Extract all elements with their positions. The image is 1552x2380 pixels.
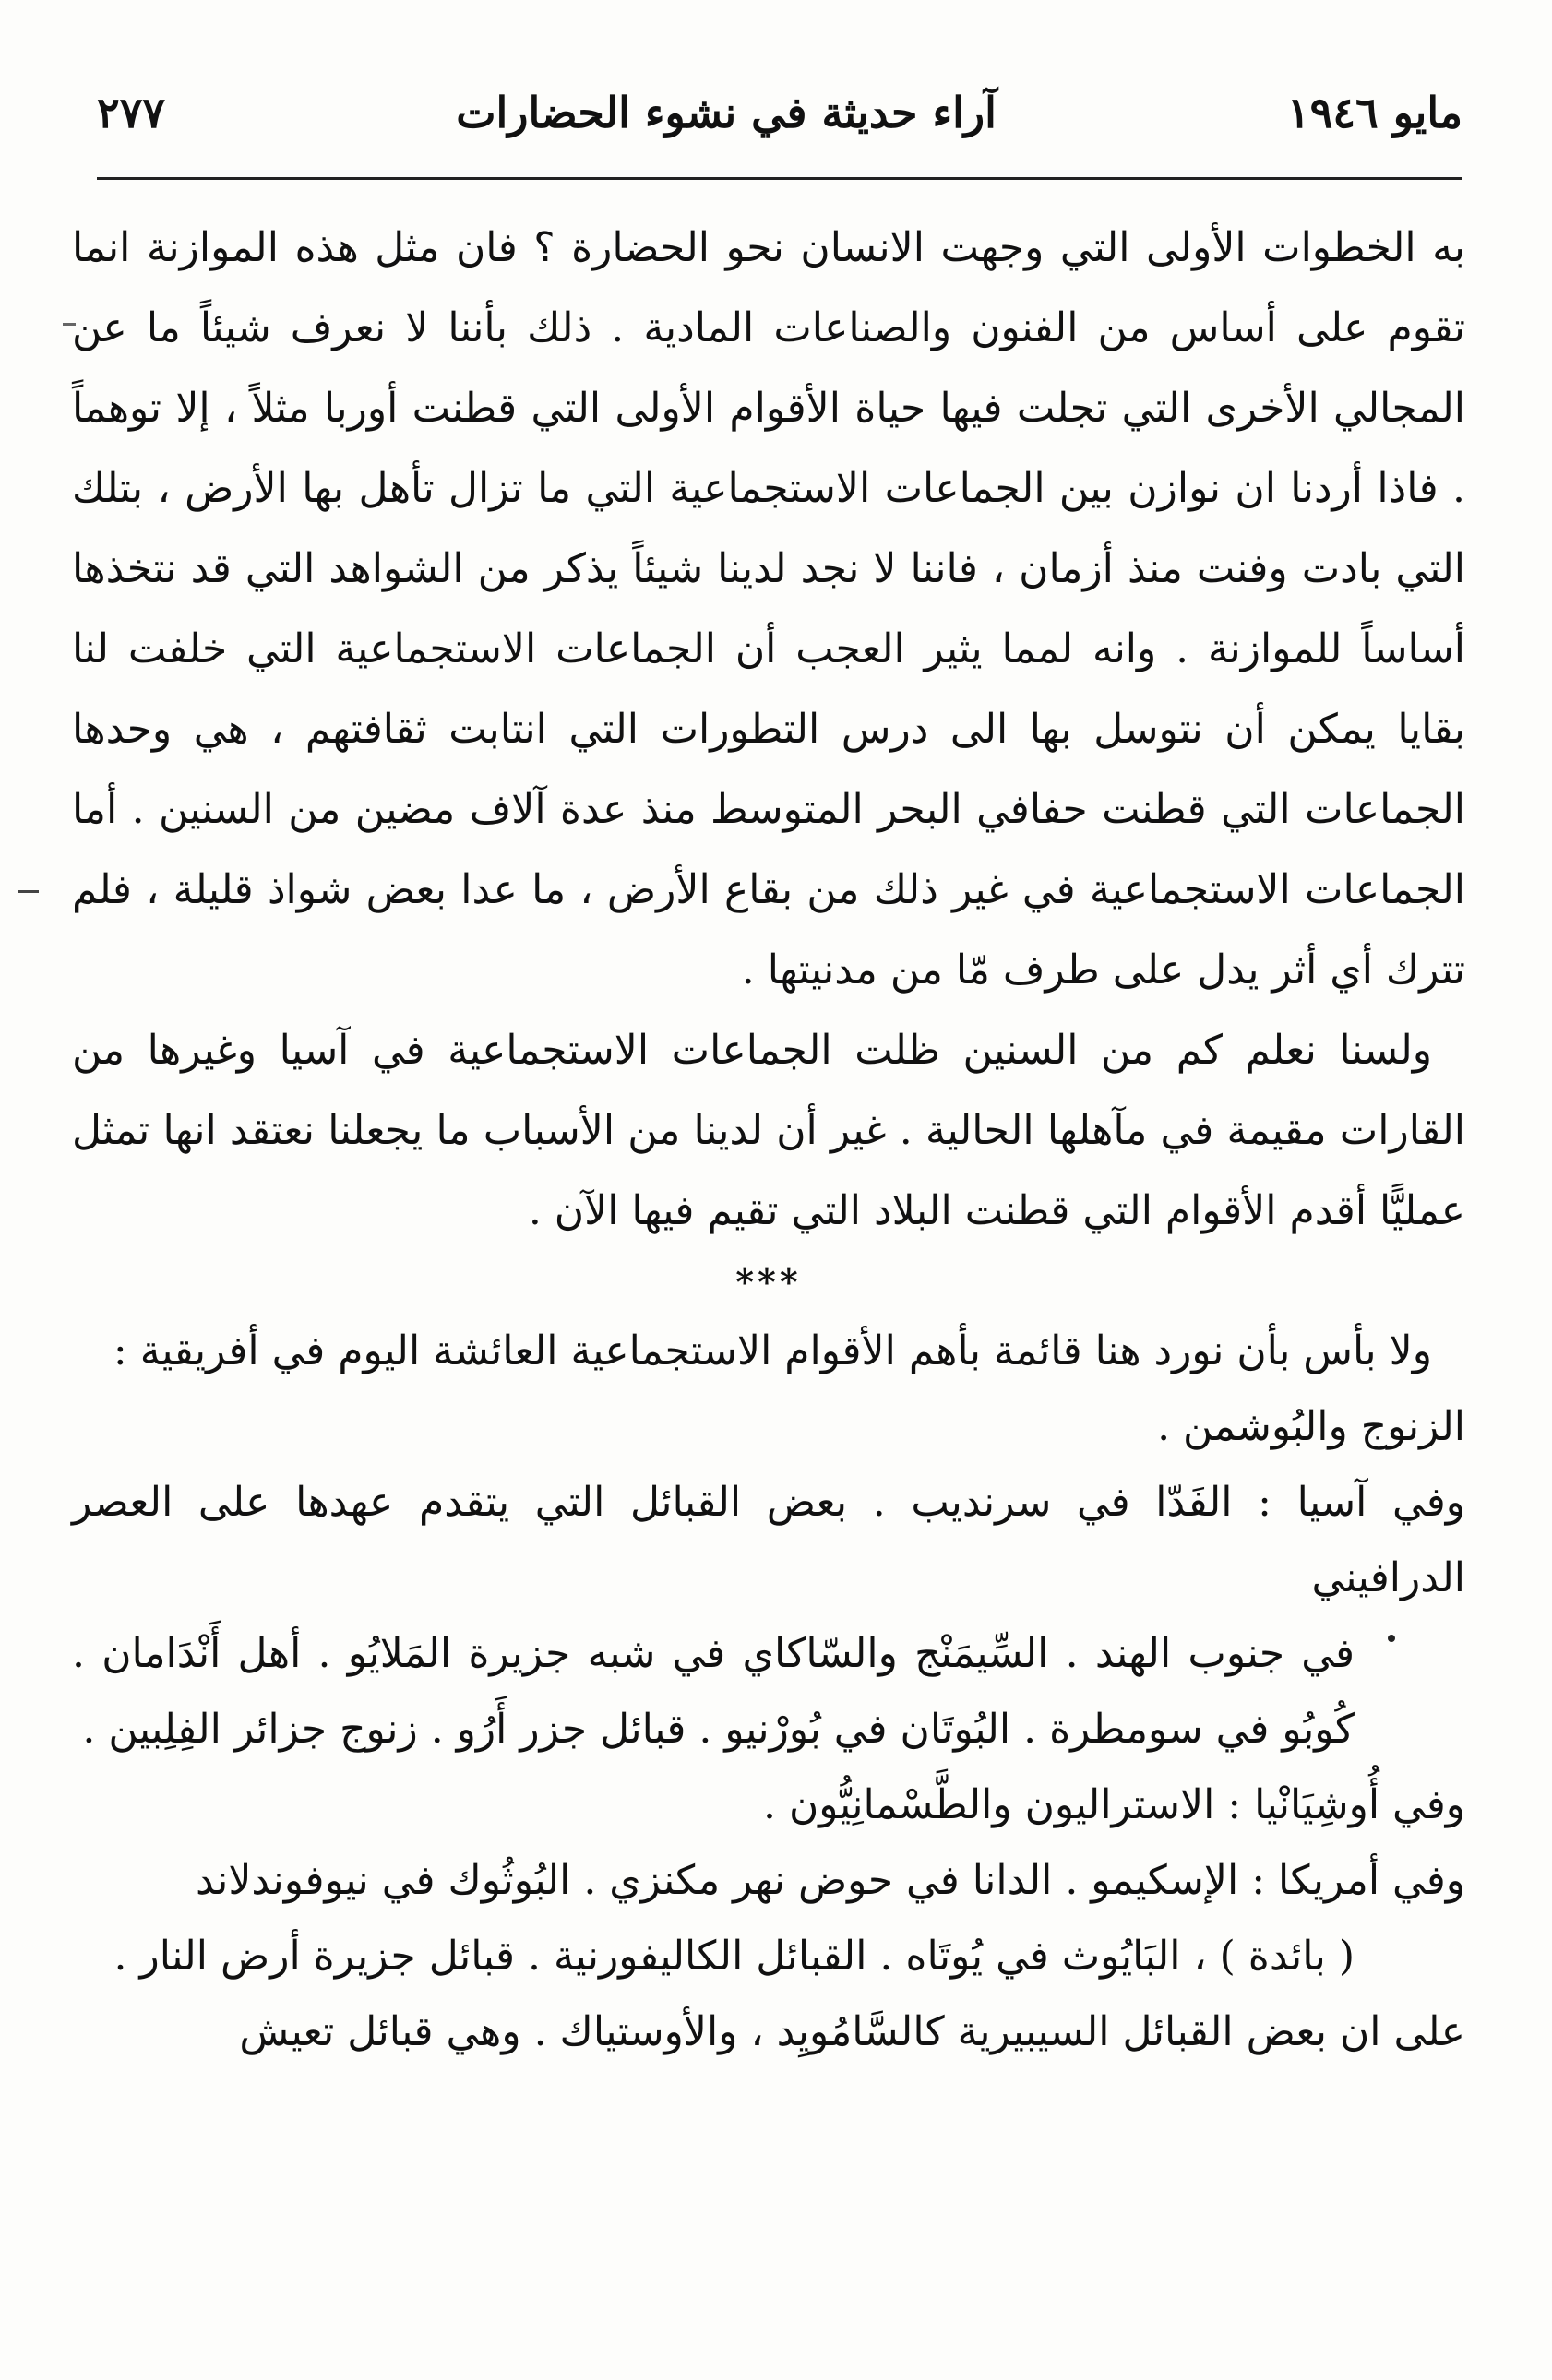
page-header [97,76,1462,149]
list-item-asia [72,1465,1465,1767]
closing-line: على ان بعض القبائل السيبيرية كالسَّامُويِد ، والأوستياك . وهي قبائل تعيش [239,2008,1465,2055]
margin-mark [18,890,39,893]
page-number: ٢٧٧ [97,88,166,137]
list-item-america [72,1843,1465,1994]
header-title: آراء حديثة في نشوء الحضارات [456,88,997,137]
list-item-africa: الزنوج والبُوشمن . [1157,1403,1465,1450]
list-item-america-continuation: ( بائدة ) ، البَايُوث في يُوتَاه . القبائل الكاليفورنية . قبائل جزيرة أرض النار . [113,1933,1355,1980]
section-separator: *** [735,1261,802,1303]
paragraph: ولسنا نعلم كم من السنين ظلت الجماعات الاستجماعية في آسيا وغيرها من القارات مقيمة في مآهلها الحالية . غير أن لدينا من الأسباب ما يجعلنا نعتقد انها تمثل عمليًّا أقدم الأقوام التي قطنت البلاد التي تقيم فيها الآن . [72,1027,1465,1234]
header-date: مايو ١٩٤٦ [1286,88,1462,137]
paragraph: به الخطوات الأولى التي وجهت الانسان نحو الحضارة ؟ فان مثل هذه الموازنة انما تقوم على أساس من الفنون والصناعات المادية . ذلك بأننا لا نعرف شيئاً ما عن المجالي الأخرى التي تجلت فيها حياة الأقوام الأولى التي قطنت أوربا مثلاً ، إلا توهماً . فاذا أردنا ان نوازن بين الجماعات الاستجماعية التي ما تزال تأهل بها الأرض ، بتلك التي بادت وفنت منذ أزمان ، فاننا لا نجد لدينا شيئاً يذكر من الشواهد التي قد نتخذها أساساً للموازنة . وانه لمما يثير العجب أن الجماعات الاستجماعية التي خلفت لنا بقايا يمكن أن نتوسل بها الى درس التطورات التي انتابت ثقافتهم ، هي وحدها الجماعات التي قطنت حفافي البحر المتوسط منذ عدة آلاف مضين من السنين . أما الجماعات الاستجماعية في غير ذلك من بقاع الأرض ، ما عدا بعض شواذ قليلة ، فلم تترك أي أثر يدل على طرف مّا من مدنيتها . [72,224,1465,994]
list-item-asia-lead: وفي آسيا : الفَدّا في سرنديب . بعض القبائل التي يتقدم عهدها على العصر الدرافيني [72,1479,1465,1601]
header-rule [97,177,1462,180]
list-item-oceania: وفي أُوشِيَانْيا : الاستراليون والطَّسْمانِيُّون . [763,1781,1465,1828]
list-item-america-lead: وفي أمريكا : الإسكيمو . الدانا في حوض نهر مكنزي . البُوثُوك في نيوفوندلاند [195,1857,1465,1904]
list-intro: ولا بأس بأن نورد هنا قائمة بأهم الأقوام الاستجماعية العائشة اليوم في أفريقية : [113,1327,1432,1374]
list-item-asia-continuation: في جنوب الهند . السِّيمَنْج والسّاكاي في شبه جزيرة المَلايُو . أهل أَنْدَامان . كُوبُو في سومطرة . البُوتَان في بُورْنيو . قبائل جزر أَرُو . زنوج جزائر الفِلِبين . [72,1630,1355,1753]
body-text [72,208,1465,2070]
